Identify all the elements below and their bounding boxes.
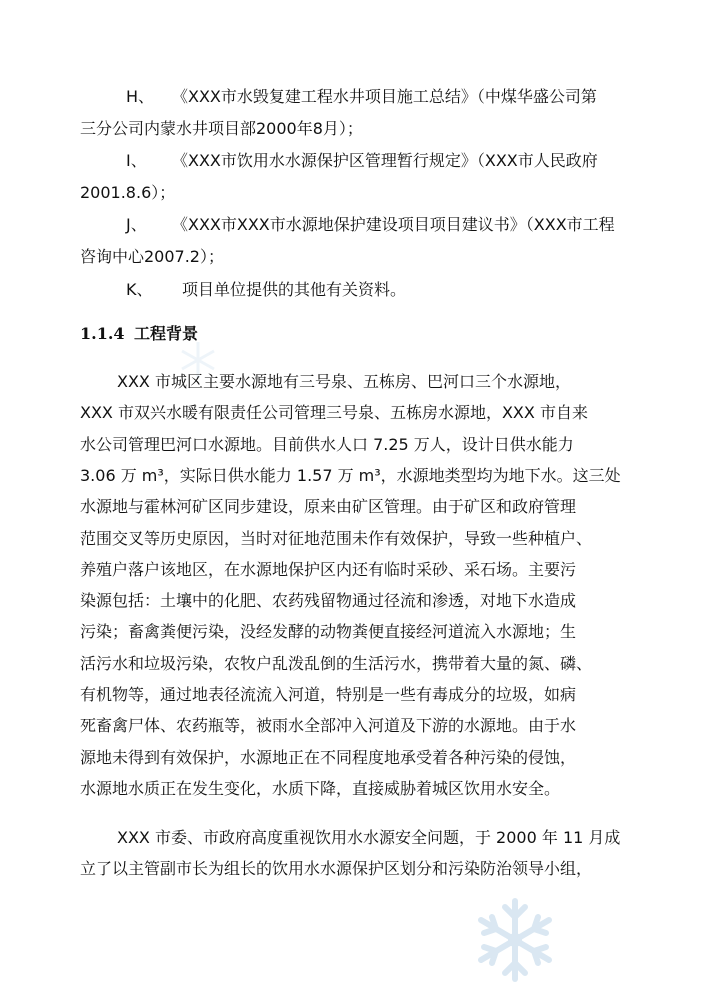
paragraph-line-text: 3.06 万 m³，实际日供水能力 1.57 万 m³，水源地类型均为地下水。这三处 — [80, 465, 621, 485]
reference-label: K、 — [126, 280, 153, 299]
paragraph-line-text: 有机物等，通过地表径流流入河道，特别是一些有毒成分的垃圾，如病 — [80, 685, 577, 704]
reference-text: 2001.8.6）； — [80, 183, 176, 202]
paragraph-line-text: 死畜禽尸体、农药瓶等，被雨水全部冲入河道及下游的水源地。由于水 — [80, 716, 577, 736]
paragraph-line-text: 污染；畜禽粪便污染，没经发酵的动物粪便直接经河道流入水源地；生 — [80, 622, 577, 642]
paragraph-line-text: 活污水和垃圾污染，农牧户乱泼乱倒的生活污水，携带着大量的氮、磷、 — [80, 653, 593, 673]
reference-text: 三分公司内蒙水井项目部2000年8月）； — [80, 119, 363, 138]
paragraph-line-text: XXX 市城区主要水源地有三号泉、五栋房、巴河口三个水源地， — [117, 372, 571, 391]
reference-label: I、 — [126, 151, 147, 170]
reference-label: J、 — [126, 215, 147, 234]
reference-text: 《XXX市XXX市水源地保护建设项目项目建议书》（XXX市工程 — [172, 215, 615, 234]
paragraph-line-text: 养殖户落户该地区，在水源地保护区内还有临时采砂、采石场。主要污 — [80, 559, 577, 579]
paragraph-line-text: 水源地水质正在发生变化，水质下降，直接威胁着城区饮用水安全。 — [80, 778, 561, 798]
paragraph-line-text: XXX 市委、市政府高度重视饮用水水源安全问题，于 2000 年 11 月成 — [117, 828, 621, 847]
paragraph-line-text: XXX 市双兴水暖有限责任公司管理三号泉、五栋房水源地，XXX 市自来 — [80, 403, 588, 423]
snowflake-watermark-icon — [470, 895, 560, 985]
paragraph-line-text: 源地未得到有效保护，水源地正在不同程度地承受着各种污染的侵蚀， — [80, 747, 577, 767]
reference-text: 项目单位提供的其他有关资料。 — [182, 280, 407, 299]
section-number: 1.1.4 — [80, 324, 125, 343]
reference-text: 《XXX市水毁复建工程水井项目施工总结》（中煤华盛公司第 — [172, 87, 597, 106]
paragraph-line-text: 水源地与霍林河矿区同步建设，原来由矿区管理。由于矿区和政府管理 — [80, 497, 577, 517]
paragraph-line-text: 染源包括：土壤中的化肥、农药残留物通过径流和渗透，对地下水造成 — [80, 591, 577, 611]
section-title: 工程背景 — [134, 324, 199, 343]
paragraph-line-text: 水公司管理巴河口水源地。目前供水人口 7.25 万人，设计日供水能力 — [80, 434, 574, 454]
reference-label: H、 — [126, 87, 155, 106]
paragraph-line-text: 立了以主管副市长为组长的饮用水水源保护区划分和污染防治领导小组， — [80, 859, 593, 878]
paragraph-line-text: 范围交叉等历史原因，当时对征地范围未作有效保护，导致一些种植户、 — [80, 528, 593, 548]
reference-text: 咨询中心2007.2）； — [80, 247, 224, 266]
reference-text: 《XXX市饮用水水源保护区管理暂行规定》（XXX市人民政府 — [172, 151, 598, 170]
